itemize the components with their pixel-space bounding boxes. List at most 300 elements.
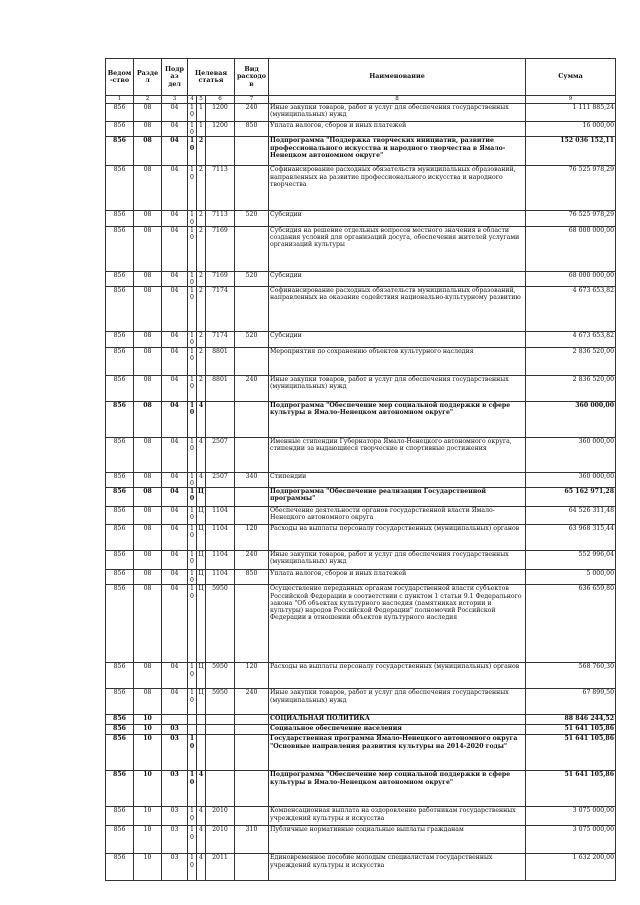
cell-podrazdel: 04	[162, 137, 188, 166]
cell-target-b: 4	[197, 401, 206, 437]
cell-target-b: 4	[197, 437, 206, 472]
cell-summa: 3 075 000,00	[526, 807, 616, 826]
header-naimenovanie: Наименование	[269, 59, 526, 96]
cell-razdel: 10	[134, 771, 162, 807]
cell-naimenovanie: Обеспечение деятельности органов государственной власти Ямало-Ненецкого автономного округа	[269, 507, 526, 525]
header-podrazdel: Подраз дел	[162, 59, 188, 96]
cell-target-a: 10	[188, 166, 197, 211]
cell-target-a: 10	[188, 437, 197, 472]
cell-target-code	[206, 401, 235, 437]
cell-vid-rashodov: 850	[235, 122, 269, 137]
cell-vedomstvo: 856	[106, 735, 134, 771]
cell-razdel: 08	[134, 488, 162, 507]
cell-naimenovanie: Стипендии	[269, 472, 526, 487]
table-row	[106, 854, 616, 881]
cell-target-b: 2	[197, 226, 206, 271]
cell-target-a: 10	[188, 226, 197, 271]
cell-target-b: 4	[197, 771, 206, 807]
cell-summa: 152 036 152,11	[526, 137, 616, 166]
cell-target-b: 2	[197, 332, 206, 347]
cell-target-b	[197, 715, 206, 725]
cell-vid-rashodov	[235, 807, 269, 826]
cell-podrazdel: 04	[162, 585, 188, 663]
cell-target-a: 10	[188, 551, 197, 570]
cell-target-code	[206, 725, 235, 735]
cell-naimenovanie: Мероприятия по сохранению объектов культурного наследия	[269, 347, 526, 375]
cell-target-code: 1104	[206, 507, 235, 525]
cell-vedomstvo: 856	[106, 585, 134, 663]
table-body	[106, 96, 616, 881]
cell-target-b: 4	[197, 472, 206, 487]
cell-target-code: 1104	[206, 525, 235, 551]
cell-vid-rashodov	[235, 715, 269, 725]
cell-vid-rashodov: 240	[235, 375, 269, 401]
cell-target-a: 10	[188, 807, 197, 826]
cell-vedomstvo: 856	[106, 226, 134, 271]
column-number: 4	[188, 96, 197, 104]
cell-podrazdel: 04	[162, 271, 188, 286]
cell-target-a: 10	[188, 137, 197, 166]
cell-target-b: Ц	[197, 570, 206, 585]
cell-podrazdel: 03	[162, 826, 188, 854]
cell-target-b: 4	[197, 807, 206, 826]
cell-podrazdel: 04	[162, 166, 188, 211]
cell-target-code: 1104	[206, 570, 235, 585]
cell-podrazdel: 03	[162, 854, 188, 881]
cell-razdel: 08	[134, 332, 162, 347]
cell-summa: 1 111 885,24	[526, 104, 616, 122]
cell-podrazdel: 04	[162, 122, 188, 137]
cell-naimenovanie: Субсидии	[269, 332, 526, 347]
table-row	[106, 437, 616, 472]
cell-razdel: 10	[134, 854, 162, 881]
cell-target-b: Ц	[197, 689, 206, 715]
cell-summa: 65 162 971,28	[526, 488, 616, 507]
cell-vedomstvo: 856	[106, 507, 134, 525]
table-row	[106, 472, 616, 487]
table-row	[106, 375, 616, 401]
cell-target-a: 10	[188, 735, 197, 771]
cell-summa: 552 996,04	[526, 551, 616, 570]
cell-summa: 51 641 105,86	[526, 735, 616, 771]
cell-target-b: Ц	[197, 585, 206, 663]
cell-target-b: 2	[197, 211, 206, 226]
cell-target-b	[197, 735, 206, 771]
cell-target-a: 10	[188, 488, 197, 507]
cell-razdel: 10	[134, 715, 162, 725]
cell-vid-rashodov	[235, 437, 269, 472]
column-number: 3	[162, 96, 188, 104]
cell-podrazdel: 04	[162, 689, 188, 715]
cell-podrazdel: 04	[162, 375, 188, 401]
cell-target-code: 8801	[206, 347, 235, 375]
table-row	[106, 332, 616, 347]
cell-vedomstvo: 856	[106, 807, 134, 826]
cell-vid-rashodov: 240	[235, 689, 269, 715]
cell-naimenovanie: СОЦИАЛЬНАЯ ПОЛИТИКА	[269, 715, 526, 725]
cell-naimenovanie: Расходы на выплаты персоналу государственных (муниципальных) органов	[269, 525, 526, 551]
cell-vedomstvo: 856	[106, 488, 134, 507]
table-row	[106, 689, 616, 715]
cell-naimenovanie: Софинансирование расходных обязательств муниципальных образований, направленных на развитие профессионального искусства и народного творчества	[269, 166, 526, 211]
cell-summa: 5 000,00	[526, 570, 616, 585]
cell-target-code: 2507	[206, 472, 235, 487]
cell-vedomstvo: 856	[106, 347, 134, 375]
cell-naimenovanie: Компенсационная выплата на оздоровление работникам государственных учреждений культуры и искусства	[269, 807, 526, 826]
cell-target-a: 10	[188, 287, 197, 332]
cell-vid-rashodov	[235, 735, 269, 771]
cell-summa: 51 641 105,86	[526, 725, 616, 735]
cell-vedomstvo: 856	[106, 854, 134, 881]
cell-podrazdel: 03	[162, 725, 188, 735]
table-row	[106, 771, 616, 807]
cell-summa: 360 000,00	[526, 401, 616, 437]
cell-naimenovanie: Социальное обеспечение населения	[269, 725, 526, 735]
cell-target-a: 10	[188, 771, 197, 807]
cell-summa: 88 846 244,52	[526, 715, 616, 725]
cell-target-a: 10	[188, 211, 197, 226]
cell-vid-rashodov: 520	[235, 271, 269, 286]
cell-target-a: 10	[188, 570, 197, 585]
cell-podrazdel: 04	[162, 332, 188, 347]
cell-vid-rashodov	[235, 137, 269, 166]
cell-naimenovanie: Софинансирование расходных обязательств муниципальных образований, направленных на оказание содействия национально-культурному развитию	[269, 287, 526, 332]
header-summa: Сумма	[526, 59, 616, 96]
cell-target-a: 10	[188, 525, 197, 551]
cell-target-code	[206, 771, 235, 807]
cell-target-b: 1	[197, 104, 206, 122]
table-row	[106, 226, 616, 271]
cell-target-b: 2	[197, 271, 206, 286]
header-vid-rashodov: Вид расходов	[235, 59, 269, 96]
table-row	[106, 137, 616, 166]
cell-naimenovanie: Субсидии	[269, 271, 526, 286]
cell-target-code	[206, 735, 235, 771]
cell-razdel: 08	[134, 211, 162, 226]
cell-vedomstvo: 856	[106, 122, 134, 137]
cell-vedomstvo: 856	[106, 771, 134, 807]
cell-vedomstvo: 856	[106, 271, 134, 286]
cell-razdel: 08	[134, 375, 162, 401]
table-row	[106, 715, 616, 725]
cell-vid-rashodov: 310	[235, 826, 269, 854]
cell-target-a: 10	[188, 122, 197, 137]
cell-target-code: 5950	[206, 689, 235, 715]
table-row	[106, 735, 616, 771]
column-number: 8	[269, 96, 526, 104]
cell-target-code	[206, 137, 235, 166]
cell-vid-rashodov	[235, 347, 269, 375]
cell-target-b: 1	[197, 122, 206, 137]
table-row	[106, 104, 616, 122]
cell-vid-rashodov	[235, 287, 269, 332]
cell-vid-rashodov	[235, 585, 269, 663]
cell-target-code: 5950	[206, 663, 235, 689]
cell-vedomstvo: 856	[106, 689, 134, 715]
table-row	[106, 122, 616, 137]
cell-vedomstvo: 856	[106, 525, 134, 551]
cell-summa: 64 526 311,48	[526, 507, 616, 525]
cell-razdel: 08	[134, 401, 162, 437]
cell-razdel: 08	[134, 166, 162, 211]
cell-razdel: 08	[134, 663, 162, 689]
cell-podrazdel: 04	[162, 104, 188, 122]
cell-vedomstvo: 856	[106, 401, 134, 437]
cell-target-a: 10	[188, 472, 197, 487]
cell-target-a: 10	[188, 507, 197, 525]
cell-target-code: 1104	[206, 551, 235, 570]
column-number-row	[106, 96, 616, 104]
cell-summa: 16 000,00	[526, 122, 616, 137]
cell-target-a: 10	[188, 826, 197, 854]
cell-summa: 51 641 105,86	[526, 771, 616, 807]
table-row	[106, 570, 616, 585]
cell-summa: 360 000,00	[526, 472, 616, 487]
cell-target-code: 7113	[206, 166, 235, 211]
cell-target-b: 2	[197, 137, 206, 166]
cell-vid-rashodov: 120	[235, 663, 269, 689]
cell-target-b: 2	[197, 347, 206, 375]
cell-target-a	[188, 715, 197, 725]
cell-razdel: 08	[134, 437, 162, 472]
cell-vid-rashodov	[235, 725, 269, 735]
cell-razdel: 08	[134, 689, 162, 715]
cell-podrazdel: 04	[162, 226, 188, 271]
cell-vid-rashodov: 520	[235, 332, 269, 347]
cell-target-a: 10	[188, 271, 197, 286]
column-number: 2	[134, 96, 162, 104]
column-number: 7	[235, 96, 269, 104]
cell-vedomstvo: 856	[106, 211, 134, 226]
cell-summa: 76 525 978,29	[526, 166, 616, 211]
cell-target-code: 8801	[206, 375, 235, 401]
header-razdel: Раздел	[134, 59, 162, 96]
cell-razdel: 08	[134, 525, 162, 551]
cell-summa: 4 673 653,82	[526, 287, 616, 332]
cell-summa: 360 000,00	[526, 437, 616, 472]
cell-naimenovanie: Государственная программа Ямало-Ненецкого автономного округа "Основные направления развития культуры на 2014-2020 годы"	[269, 735, 526, 771]
cell-vid-rashodov: 520	[235, 211, 269, 226]
cell-razdel: 08	[134, 347, 162, 375]
cell-vedomstvo: 856	[106, 826, 134, 854]
cell-target-b: Ц	[197, 488, 206, 507]
cell-vid-rashodov	[235, 226, 269, 271]
cell-target-code: 1200	[206, 122, 235, 137]
cell-target-code: 2010	[206, 807, 235, 826]
cell-target-code: 2507	[206, 437, 235, 472]
cell-naimenovanie: Расходы на выплаты персоналу государственных (муниципальных) органов	[269, 663, 526, 689]
cell-target-code: 7169	[206, 271, 235, 286]
budget-table	[105, 58, 616, 881]
cell-vid-rashodov	[235, 166, 269, 211]
header-vedomstvo: Ведом-ство	[106, 59, 134, 96]
cell-podrazdel: 04	[162, 570, 188, 585]
table-row	[106, 826, 616, 854]
cell-razdel: 10	[134, 735, 162, 771]
cell-summa: 68 000 000,00	[526, 271, 616, 286]
cell-podrazdel: 03	[162, 771, 188, 807]
cell-razdel: 08	[134, 271, 162, 286]
table-row	[106, 663, 616, 689]
table-row	[106, 401, 616, 437]
cell-target-b: Ц	[197, 551, 206, 570]
cell-target-code: 7169	[206, 226, 235, 271]
cell-vedomstvo: 856	[106, 551, 134, 570]
cell-target-b: 2	[197, 375, 206, 401]
cell-target-b: 2	[197, 287, 206, 332]
cell-target-a	[188, 725, 197, 735]
table-row	[106, 166, 616, 211]
cell-target-code: 7174	[206, 287, 235, 332]
cell-vid-rashodov: 120	[235, 525, 269, 551]
cell-target-a: 10	[188, 347, 197, 375]
cell-target-b: 4	[197, 854, 206, 881]
table-row	[106, 211, 616, 226]
cell-vedomstvo: 856	[106, 663, 134, 689]
cell-target-a: 10	[188, 663, 197, 689]
cell-naimenovanie: Уплата налогов, сборов и иных платежей	[269, 570, 526, 585]
column-number: 1	[106, 96, 134, 104]
table-row	[106, 551, 616, 570]
cell-naimenovanie: Подпрограмма "Обеспечение реализации Государственной программы"	[269, 488, 526, 507]
cell-naimenovanie: Осуществление переданных органам государственной власти субъектов Российской Федерации в соответствии с пунктом 1 статьи 9.1 Федерального закона "Об объектах культурного наследия (памятниках истории и культуры) народов Российской Федерации" полномочий Российской Федерации в отношении объектов культурного наследия	[269, 585, 526, 663]
cell-target-b: Ц	[197, 663, 206, 689]
cell-target-code: 1200	[206, 104, 235, 122]
cell-podrazdel: 04	[162, 401, 188, 437]
cell-vid-rashodov	[235, 854, 269, 881]
table-row	[106, 725, 616, 735]
cell-naimenovanie: Иные закупки товаров, работ и услуг для обеспечения государственных (муниципальных) нужд	[269, 375, 526, 401]
table-row	[106, 585, 616, 663]
cell-razdel: 08	[134, 226, 162, 271]
cell-naimenovanie: Подпрограмма "Поддержка творческих инициатив, развитие профессионального искусства и народного творчества в Ямало-Ненецком автономном округе"	[269, 137, 526, 166]
cell-razdel: 08	[134, 472, 162, 487]
table-row	[106, 807, 616, 826]
cell-razdel: 10	[134, 826, 162, 854]
cell-podrazdel	[162, 715, 188, 725]
cell-vid-rashodov	[235, 488, 269, 507]
cell-target-code: 2011	[206, 854, 235, 881]
cell-vedomstvo: 856	[106, 137, 134, 166]
cell-razdel: 08	[134, 570, 162, 585]
cell-podrazdel: 03	[162, 807, 188, 826]
cell-summa: 76 525 978,29	[526, 211, 616, 226]
cell-vedomstvo: 856	[106, 715, 134, 725]
cell-target-b: Ц	[197, 525, 206, 551]
cell-naimenovanie: Подпрограмма "Обеспечение мер социальной поддержки в сфере культуры в Ямало-Ненецком автономном округе"	[269, 401, 526, 437]
cell-target-code: 5950	[206, 585, 235, 663]
cell-target-code: 2010	[206, 826, 235, 854]
cell-podrazdel: 04	[162, 287, 188, 332]
cell-vedomstvo: 856	[106, 437, 134, 472]
cell-razdel: 08	[134, 287, 162, 332]
cell-podrazdel: 04	[162, 472, 188, 487]
cell-summa: 67 899,50	[526, 689, 616, 715]
cell-target-a: 10	[188, 375, 197, 401]
cell-vedomstvo: 856	[106, 725, 134, 735]
cell-podrazdel: 04	[162, 663, 188, 689]
cell-podrazdel: 04	[162, 347, 188, 375]
cell-vedomstvo: 856	[106, 332, 134, 347]
cell-podrazdel: 04	[162, 211, 188, 226]
table-row	[106, 507, 616, 525]
cell-vedomstvo: 856	[106, 375, 134, 401]
cell-summa: 2 836 520,00	[526, 347, 616, 375]
cell-naimenovanie: Субсидии	[269, 211, 526, 226]
cell-vid-rashodov: 240	[235, 551, 269, 570]
cell-vid-rashodov: 240	[235, 104, 269, 122]
cell-target-code	[206, 715, 235, 725]
cell-razdel: 08	[134, 551, 162, 570]
cell-target-code	[206, 488, 235, 507]
cell-vid-rashodov	[235, 507, 269, 525]
header-row	[106, 59, 616, 96]
column-number: 5	[197, 96, 206, 104]
cell-razdel: 10	[134, 807, 162, 826]
cell-summa: 63 968 315,44	[526, 525, 616, 551]
table-row	[106, 525, 616, 551]
cell-target-a: 10	[188, 104, 197, 122]
cell-naimenovanie: Иные закупки товаров, работ и услуг для обеспечения государственных (муниципальных) нужд	[269, 104, 526, 122]
table-row	[106, 488, 616, 507]
cell-target-b: Ц	[197, 507, 206, 525]
cell-target-a: 10	[188, 401, 197, 437]
cell-vedomstvo: 856	[106, 166, 134, 211]
cell-vedomstvo: 856	[106, 104, 134, 122]
cell-target-code: 7174	[206, 332, 235, 347]
cell-vedomstvo: 856	[106, 472, 134, 487]
cell-podrazdel: 04	[162, 551, 188, 570]
cell-naimenovanie: Подпрограмма "Обеспечение мер социальной поддержки в сфере культуры в Ямало-Ненецком автономном округе"	[269, 771, 526, 807]
cell-summa: 568 760,30	[526, 663, 616, 689]
cell-podrazdel: 04	[162, 507, 188, 525]
cell-target-b	[197, 725, 206, 735]
cell-vid-rashodov	[235, 771, 269, 807]
cell-summa: 636 659,80	[526, 585, 616, 663]
cell-podrazdel: 04	[162, 525, 188, 551]
cell-naimenovanie: Публичные нормативные социальные выплаты гражданам	[269, 826, 526, 854]
table-row	[106, 287, 616, 332]
cell-target-code: 7113	[206, 211, 235, 226]
cell-target-a: 10	[188, 585, 197, 663]
cell-podrazdel: 04	[162, 488, 188, 507]
cell-naimenovanie: Иные закупки товаров, работ и услуг для обеспечения государственных (муниципальных) нужд	[269, 689, 526, 715]
cell-summa: 3 075 000,00	[526, 826, 616, 854]
cell-vid-rashodov: 340	[235, 472, 269, 487]
document-page	[105, 58, 615, 881]
cell-summa: 68 000 000,00	[526, 226, 616, 271]
cell-summa: 1 632 200,00	[526, 854, 616, 881]
cell-naimenovanie: Именные стипендии Губернатора Ямало-Ненецкого автономного округа, стипендии за выдающиеся творческие и спортивные достижения	[269, 437, 526, 472]
cell-naimenovanie: Иные закупки товаров, работ и услуг для обеспечения государственных (муниципальных) нужд	[269, 551, 526, 570]
cell-summa: 2 836 520,00	[526, 375, 616, 401]
cell-razdel: 10	[134, 725, 162, 735]
cell-vid-rashodov: 850	[235, 570, 269, 585]
cell-target-b: 2	[197, 166, 206, 211]
cell-vedomstvo: 856	[106, 570, 134, 585]
cell-target-a: 10	[188, 854, 197, 881]
cell-naimenovanie: Уплата налогов, сборов и иных платежей	[269, 122, 526, 137]
cell-podrazdel: 04	[162, 437, 188, 472]
cell-podrazdel: 03	[162, 735, 188, 771]
column-number: 9	[526, 96, 616, 104]
column-number: 6	[206, 96, 235, 104]
cell-target-a: 10	[188, 332, 197, 347]
cell-razdel: 08	[134, 104, 162, 122]
header-celevaya-statya: Целевая статья	[188, 59, 235, 96]
cell-naimenovanie: Единовременное пособие молодым специалистам государственных учреждений культуры и искусства	[269, 854, 526, 881]
table-row	[106, 271, 616, 286]
